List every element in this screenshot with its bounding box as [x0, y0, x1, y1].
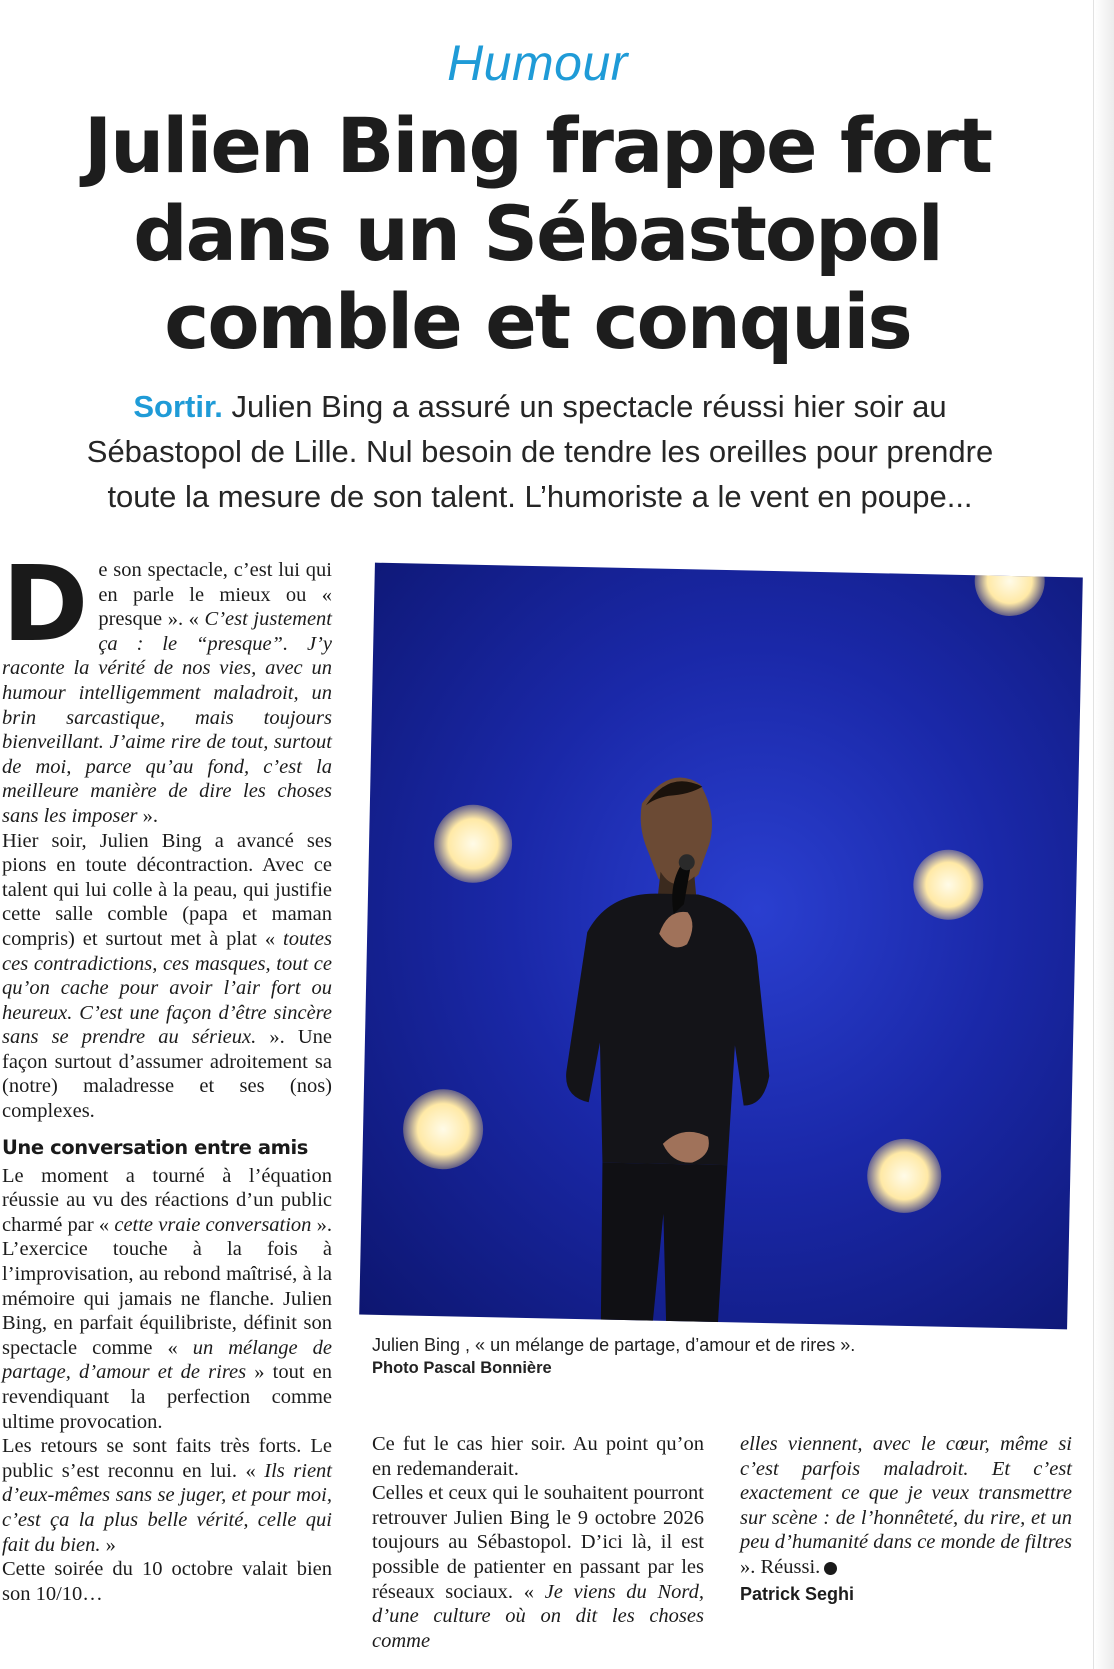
- standfirst-line-2: Sébastopol de Lille. Nul besoin de tendre les oreilles pour prendre: [86, 434, 994, 469]
- paragraph: Cette soirée du 10 octobre valait bien son 10/10…: [2, 1558, 332, 1605]
- caption-text: Julien Bing , « un mélange de partage, d’amour et de rires ».: [372, 1335, 856, 1355]
- drop-cap: D: [2, 543, 89, 665]
- stage-light-icon: [974, 563, 1045, 617]
- headline-line-2: dans un Sébastopol: [133, 189, 942, 278]
- quote: elles viennent, avec le cœur, même si c’est parfois maladroit. Et c’est exactement ce que je veux transmettre sur scène : de l’honnêteté, du rire, et un peu d’humanité dans ce monde de filtres: [740, 1433, 1072, 1554]
- article-photo: [367, 570, 1075, 1322]
- paragraph-text: ». Une façon surtout d’assumer adroitement sa (notre) maladresse et ses (nos) complexes.: [2, 1026, 332, 1123]
- stage-photo: [359, 563, 1083, 1330]
- article-column-3: [740, 1432, 1072, 1606]
- paragraph-text: Hier soir, Julien Bing a avancé ses pions en toute décontraction. Avec ce talent qui lui colle à la peau, qui justifie cette salle comble (papa et maman compris) et surtout met à plat «: [2, 829, 332, 950]
- headline-line-3: comble et conquis: [164, 277, 911, 366]
- article-column-2: [372, 1432, 704, 1653]
- photo-caption: [372, 1333, 1072, 1379]
- quote: un mélange de partage, d’amour et de rires: [2, 1336, 332, 1384]
- stage-light-icon: [433, 804, 513, 884]
- article-column-1: [2, 543, 333, 1606]
- photo-credit: Photo Pascal Bonnière: [372, 1359, 552, 1377]
- headline: [0, 102, 1075, 366]
- page-edge: [1093, 0, 1114, 1669]
- paragraph: [2, 1434, 332, 1557]
- paragraph-text: ». L’exercice touche à la fois à l’improvisation, au rebond maîtrisé, à la mémoire qui jamais ne flanche. Julien Bing, en parfait équilibriste, définit son spectacle comme «: [2, 1213, 333, 1359]
- paragraph-text: e son spectacle, c’est lui qui en parle le mieux ou « presque ». «: [98, 559, 332, 631]
- quote: toutes ces contradictions, ces masques, tout ce qu’on cache pour avoir l’air fort ou heureux. C’est une façon d’être sincère sans se prendre au sérieux.: [2, 927, 332, 1049]
- paragraph-text: »: [100, 1533, 116, 1556]
- paragraph-text: Les retours se sont faits très forts. Le public s’est reconnu en lui. «: [2, 1435, 332, 1482]
- quote: Je viens du Nord, d’une culture où on dit les choses comme: [372, 1580, 704, 1652]
- paragraph-text: ». Réussi.: [740, 1555, 821, 1578]
- paragraph: [2, 1164, 332, 1435]
- performer-silhouette-icon: [539, 741, 792, 1329]
- standfirst-kicker: Sortir.: [133, 389, 223, 424]
- stage-light-icon: [913, 849, 984, 920]
- stage-light-icon: [402, 1088, 484, 1170]
- paragraph: [2, 829, 332, 1124]
- standfirst-line-3: toute la mesure de son talent. L’humoriste a le vent en poupe...: [107, 479, 973, 514]
- paragraph: [740, 1432, 1072, 1580]
- paragraph-text: ».: [137, 804, 159, 827]
- paragraph: Ce fut le cas hier soir. Au point qu’on en redemanderait.: [372, 1433, 704, 1480]
- standfirst-line-1-text: Julien Bing a assuré un spectacle réussi hier soir au: [222, 389, 947, 424]
- quote: Ils rient d’eux-mêmes sans se juger, et pour moi, c’est ça la plus belle vérité, celle qui fait du bien.: [2, 1459, 332, 1556]
- end-mark-icon: [824, 1562, 837, 1575]
- paragraph-text: Celles et ceux qui le souhaitent pourront retrouver Julien Bing le 9 octobre 2026 toujours au Sébastopol. D’ici là, il est possible de patienter en passant par les réseaux sociaux. «: [372, 1482, 704, 1603]
- paragraph-text: » tout en revendiquant la perfection comme ultime provocation.: [2, 1361, 332, 1433]
- standfirst-line-1: [10, 384, 1070, 429]
- headline-line-1: Julien Bing frappe fort: [83, 101, 992, 190]
- quote: C’est justement ça : le “presque”. J’y raconte la vérité de nos vies, avec un humour intelligemment maladroit, un brin sarcastique, mais toujours bienveillant. J’aime rire de tout, surtout de moi, parce qu’au fond, c’est la meilleure manière de dire les choses sans les imposer: [2, 608, 332, 827]
- paragraph-text: Le moment a tourné à l’équation réussie au vu des réactions d’un public charmé par «: [2, 1164, 332, 1236]
- subheading: Une conversation entre amis: [2, 1135, 308, 1159]
- quote: cette vraie conversation: [114, 1213, 312, 1236]
- stage-light-icon: [866, 1138, 942, 1214]
- paragraph: [2, 543, 332, 829]
- byline: Patrick Seghi: [740, 1583, 855, 1604]
- paragraph: [372, 1481, 704, 1653]
- standfirst: [10, 384, 1070, 519]
- section-rubric: Humour: [447, 35, 628, 91]
